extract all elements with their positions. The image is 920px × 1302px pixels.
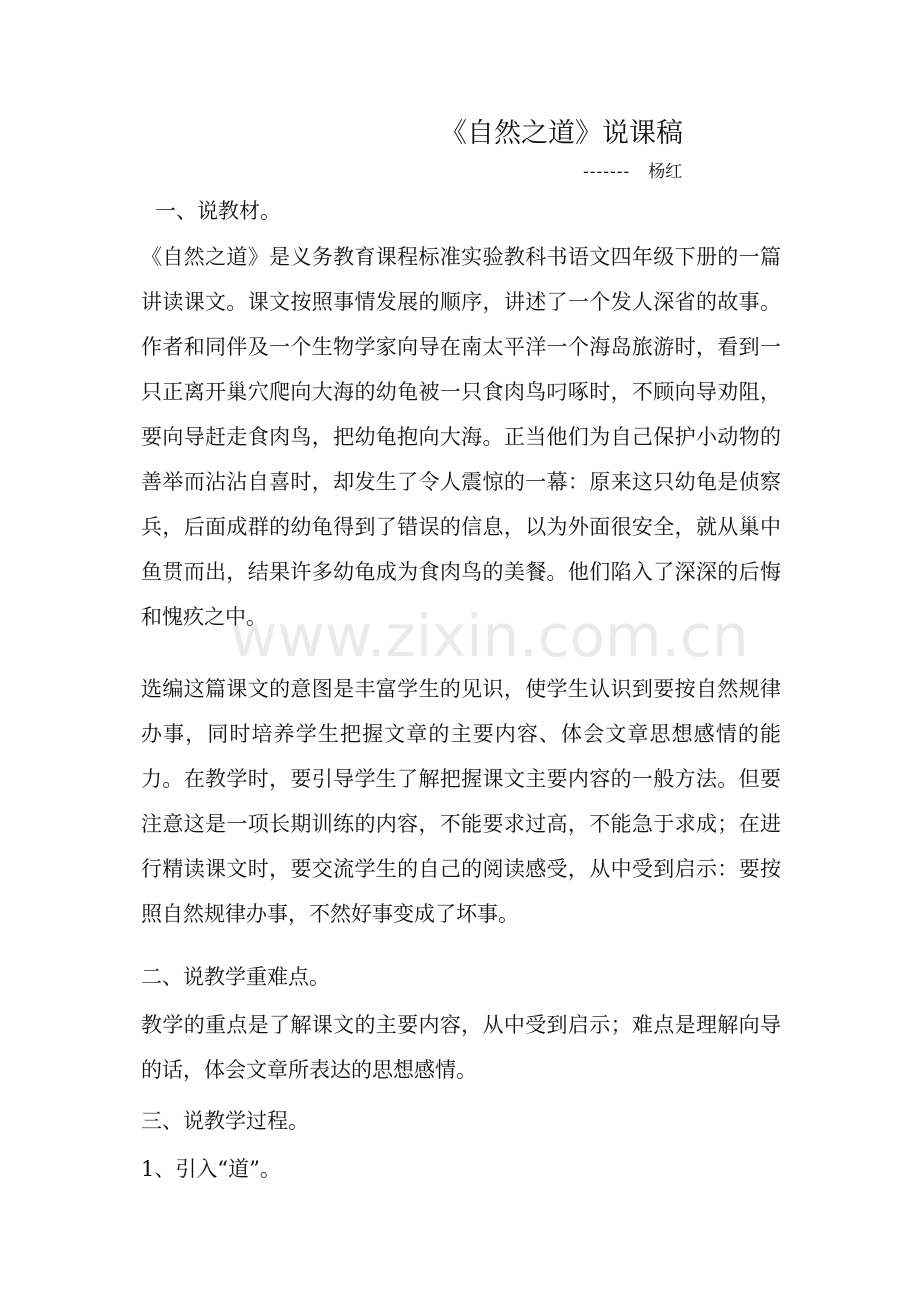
author-name: 杨红: [648, 162, 683, 182]
author-line: [583, 160, 682, 184]
section-heading-process: 三、说教学过程。: [141, 1109, 309, 1133]
author-dashes: -------: [583, 162, 631, 182]
watermark: www.zixin.com.cn: [230, 602, 749, 670]
paragraph-textbook-intent: 选编这篇课文的意图是丰富学生的见识，使学生认识到要按自然规律办事，同时培养学生把握文章的主要内容、体会文章思想感情的能力。在教学时，要引导学生了解把握课文主要内容的一般方法。但要注意这是一项长期训练的内容，不能要求过高，不能急于求成；在进行精读课文时，要交流学生的自己的阅读感受，从中受到启示：要按照自然规律办事，不然好事变成了坏事。: [141, 677, 781, 926]
section-heading-textbook: 一、说教材。: [155, 199, 281, 223]
list-item-intro: 1、引入“道”。: [141, 1157, 281, 1181]
paragraph-key-points: 教学的重点是了解课文的主要内容，从中受到启示；难点是理解向导的话，体会文章所表达的思想感情。: [141, 1013, 781, 1082]
section-heading-key-points: 二、说教学重难点。: [141, 965, 330, 989]
paragraph-textbook-summary: 《自然之道》是义务教育课程标准实验教科书语文四年级下册的一篇讲读课文。课文按照事情发展的顺序，讲述了一个发人深省的故事。作者和同伴及一个生物学家向导在南太平洋一个海岛旅游时，看到一只正离开巢穴爬向大海的幼龟被一只食肉鸟叼啄时，不顾向导劝阻，要向导赶走食肉鸟，把幼龟抱向大海。正当他们为自己保护小动物的善举而沾沾自喜时，却发生了令人震惊的一幕：原来这只幼龟是侦察兵，后面成群的幼龟得到了错误的信息，以为外面很安全，就从巢中鱼贯而出，结果许多幼龟成为食肉鸟的美餐。他们陷入了深深的后悔和愧疚之中。: [141, 245, 781, 629]
document-title: 《自然之道》说课稿: [440, 118, 683, 149]
